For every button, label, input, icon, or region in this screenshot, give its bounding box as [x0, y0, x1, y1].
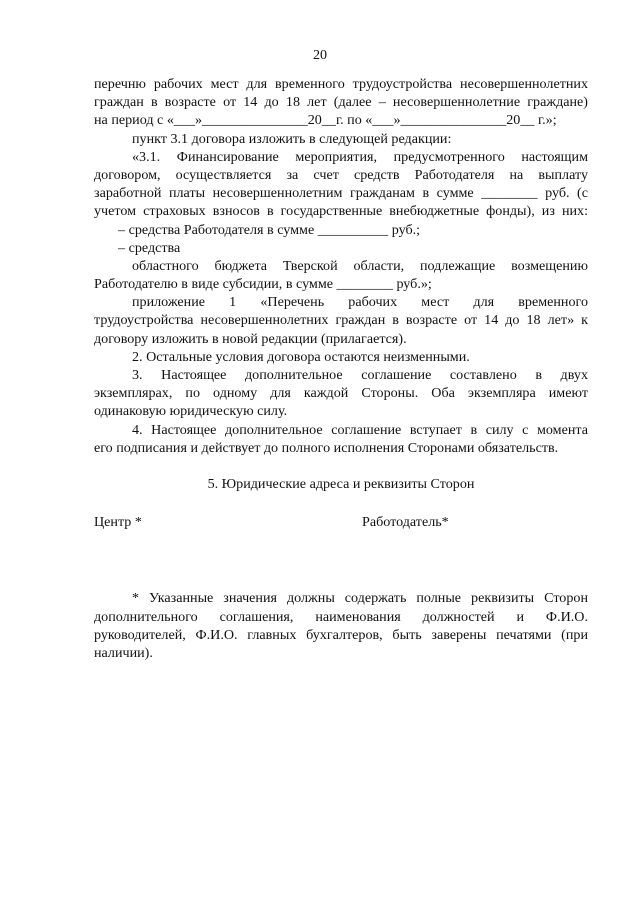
- text-line: пункт 3.1 договора изложить в следующей редакции:: [132, 130, 452, 147]
- text-line: приложение 1 «Перечень рабочих мест для временного: [132, 294, 588, 311]
- text-line: его подписания и действует до полного исполнения Сторонами обязательств.: [94, 439, 559, 456]
- text-line: – средства: [118, 239, 181, 256]
- text-line: договором, осуществляется за счет средств Работодателя на выплату: [94, 166, 588, 183]
- text-line: одинаковую юридическую силу.: [94, 403, 288, 420]
- footnote-line: наличии).: [94, 644, 153, 661]
- signature-row: [94, 513, 588, 531]
- footnote-line: руководителей, Ф.И.О. главных бухгалтеров, быть заверены печатями (при: [94, 626, 588, 643]
- text-line: областного бюджета Тверской области, подлежащие возмещению: [132, 257, 588, 274]
- text-line: перечню рабочих мест для временного трудоустройства несовершеннолетних: [94, 76, 588, 92]
- text-line: трудоустройства несовершеннолетних граждан в возрасте от 14 до 18 лет» к: [94, 312, 588, 329]
- footnote-line: дополнительного соглашения, наименования должностей и Ф.И.О.: [94, 608, 588, 625]
- text-line: на период с «___»_______________20__г. по «___»_______________20__ г.»;: [94, 112, 557, 129]
- spacer: [94, 493, 588, 513]
- spacer: [94, 531, 588, 589]
- text-line: Работодателю в виде субсидии, в сумме ________ руб.»;: [94, 276, 432, 293]
- text-line: договору изложить в новой редакции (прилагается).: [94, 330, 407, 347]
- left-party-label: Центр *: [94, 514, 142, 531]
- text-line: 2. Остальные условия договора остаются неизменными.: [132, 348, 470, 365]
- text-line: 3. Настоящее дополнительное соглашение составлено в двух: [132, 367, 588, 383]
- text-line: – средства Работодателя в сумме __________ руб.;: [118, 221, 421, 238]
- text-line: граждан в возрасте от 14 до 18 лет (далее – несовершеннолетние граждане): [94, 94, 588, 111]
- spacer: [94, 457, 588, 475]
- text-line: заработной платы несовершеннолетним гражданам в сумме ________ руб. (с: [94, 185, 588, 202]
- text-line: 4. Настоящее дополнительное соглашение вступает в силу с момента: [132, 421, 588, 438]
- text-line: «3.1. Финансирование мероприятия, предусмотренного настоящим: [132, 148, 588, 165]
- section-title: 5. Юридические адреса и реквизиты Сторон: [207, 475, 475, 492]
- text-line: учетом страховых взносов в государственные внебюджетные фонды), из них:: [94, 203, 588, 220]
- right-party-label: Работодатель*: [362, 514, 449, 531]
- footnote: [94, 589, 588, 662]
- page-number: 20: [312, 47, 328, 63]
- text-line: экземплярах, по одному для каждой Стороны. Оба экземпляра имеют: [94, 385, 588, 402]
- document-body: [94, 75, 588, 662]
- footnote-line: * Указанные значения должны содержать полные реквизиты Сторон: [132, 590, 588, 607]
